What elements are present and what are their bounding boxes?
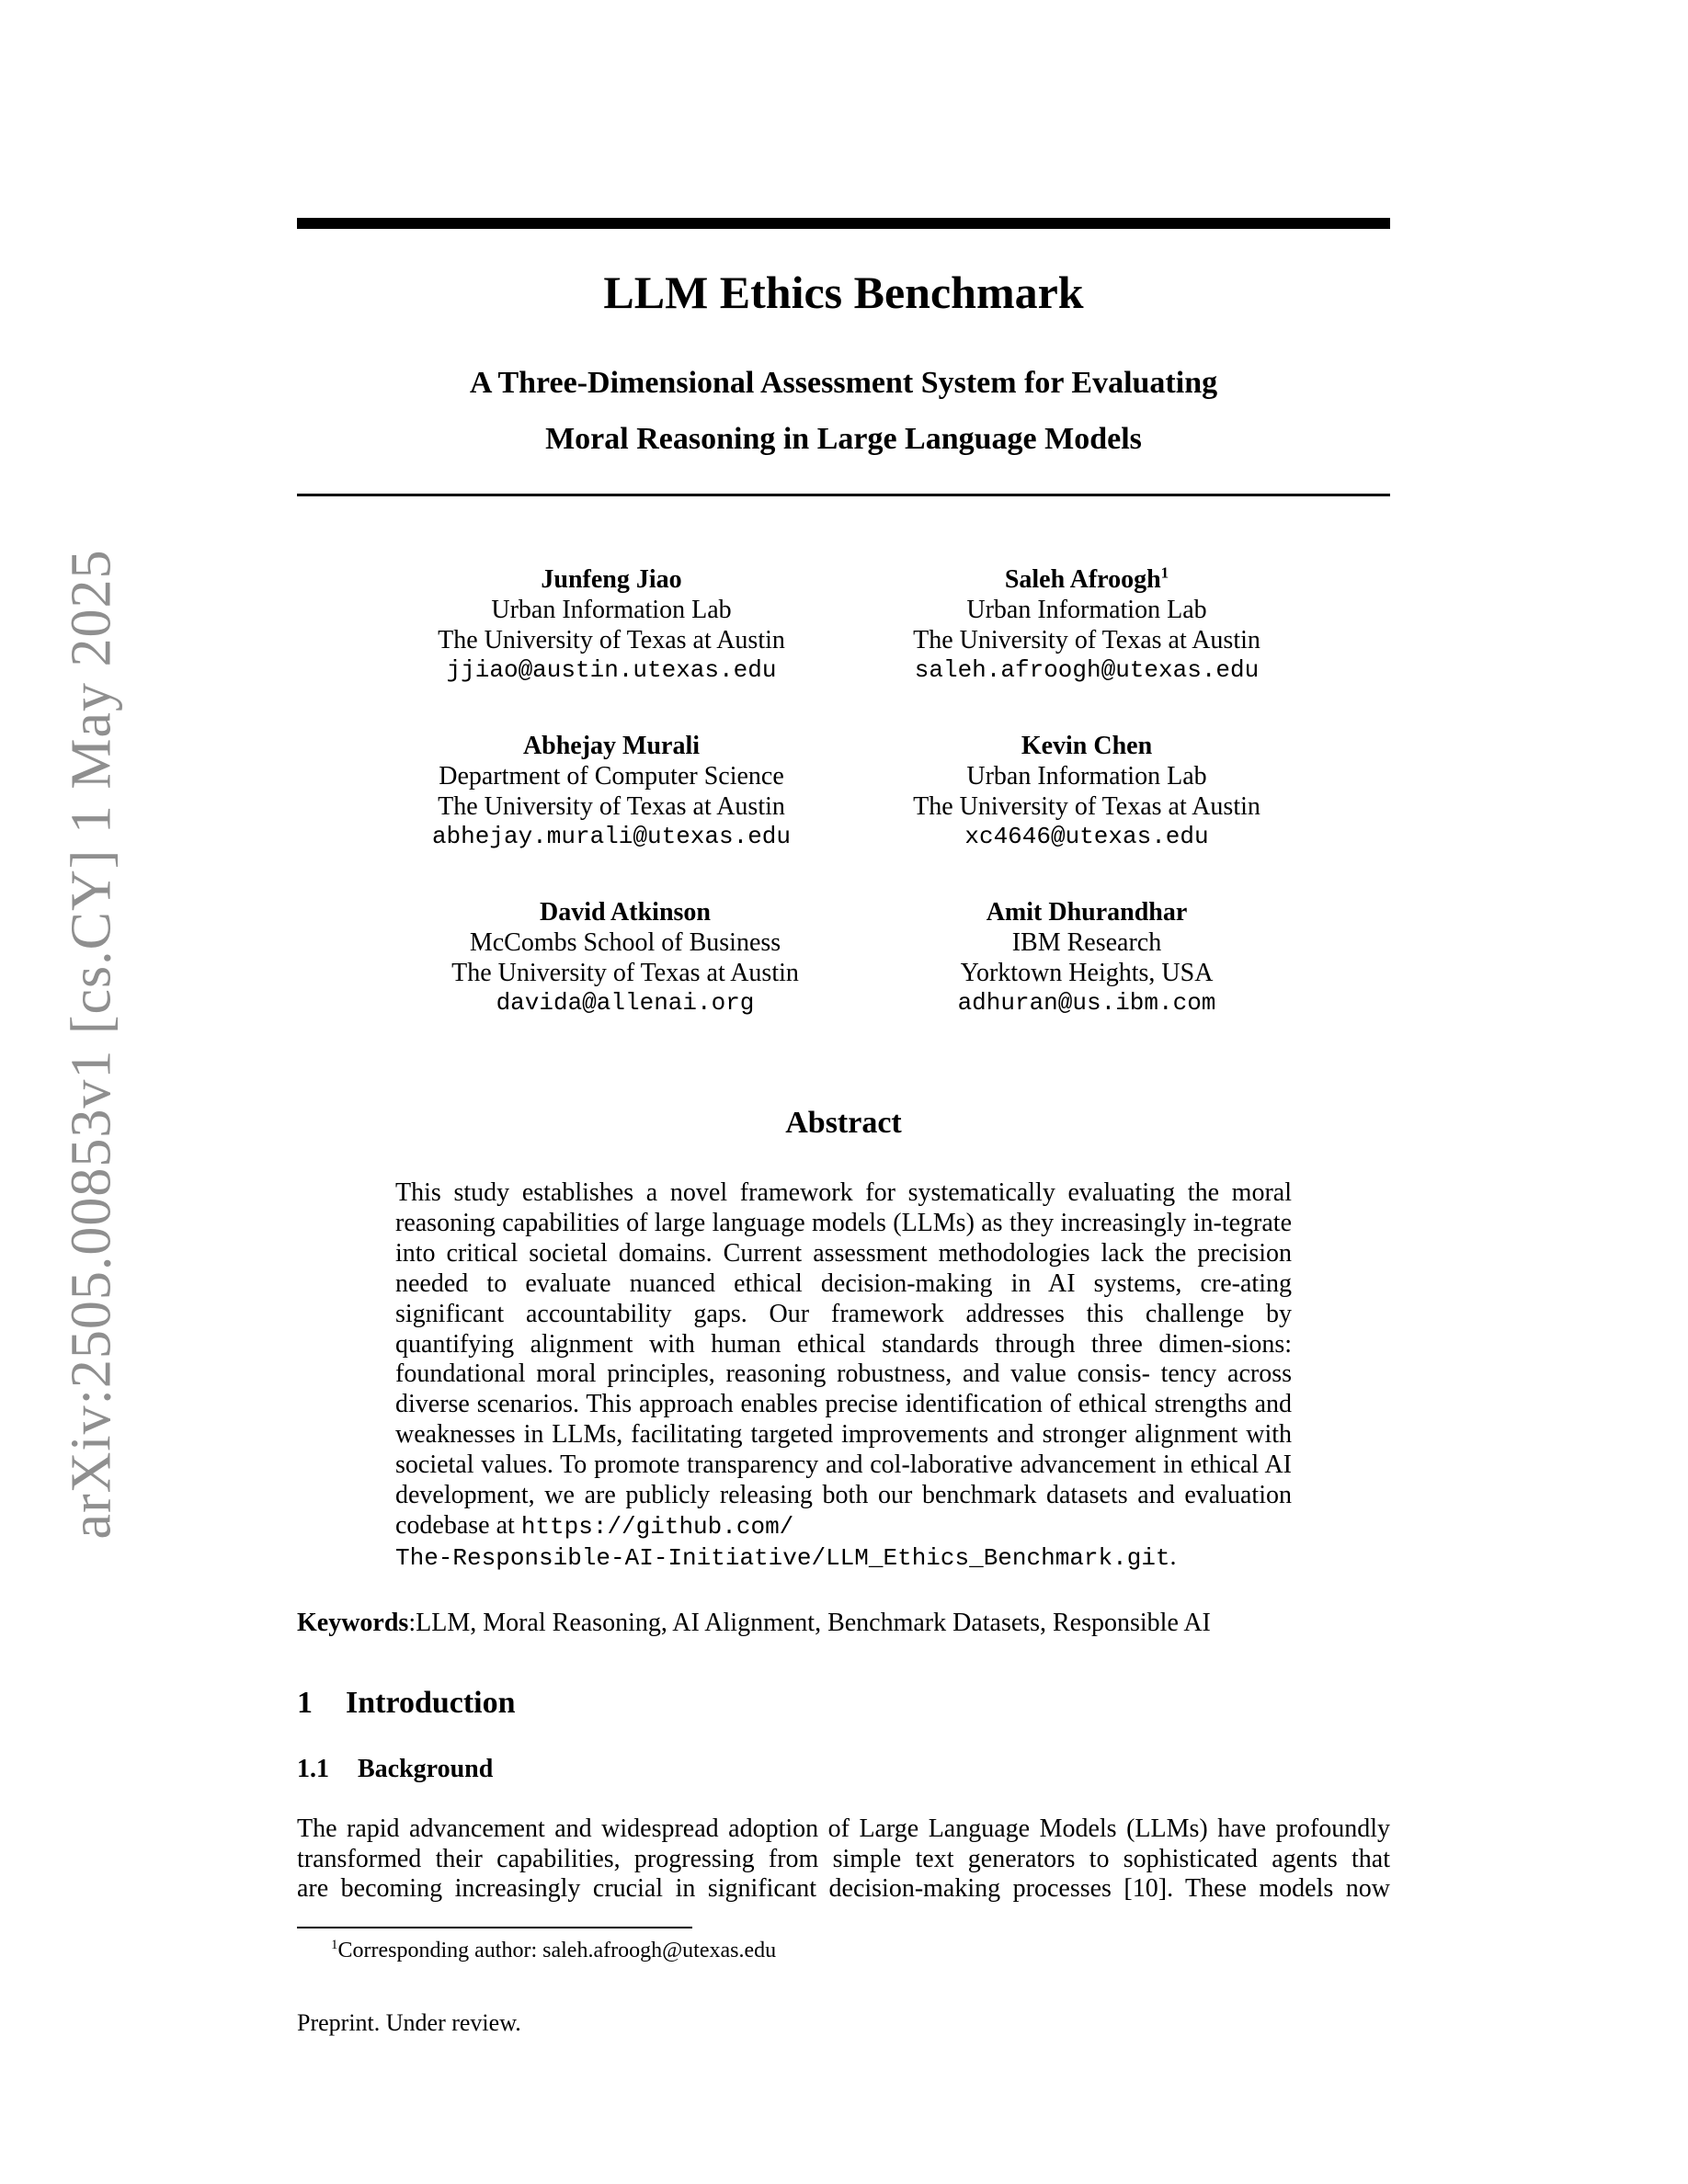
keywords xyxy=(297,1608,1390,1639)
title-top-rule xyxy=(297,218,1390,229)
body-line: transformed their capabilities, progressing from simple text generators to sophisticated agents that xyxy=(297,1844,1390,1873)
section-title: Introduction xyxy=(346,1686,516,1720)
author-name: David Atkinson xyxy=(540,898,711,927)
paper-subtitle xyxy=(297,355,1390,467)
footnote-marker: 1 xyxy=(331,1938,338,1952)
body-line: The rapid advancement and widespread adoption of Large Language Models (LLMs) have profoundly xyxy=(297,1814,1390,1843)
author-name: Kevin Chen xyxy=(1021,732,1153,760)
preprint-note: Preprint. Under review. xyxy=(297,2009,521,2036)
author-institution: The University of Texas at Austin xyxy=(913,626,1260,654)
author-block xyxy=(829,897,1344,1018)
footnote-rule xyxy=(297,1927,692,1928)
subsection-heading xyxy=(297,1754,493,1785)
subsection-title: Background xyxy=(358,1755,494,1783)
section-heading xyxy=(297,1685,516,1722)
abstract-end: . xyxy=(1169,1541,1177,1571)
body-line: are becoming increasingly crucial in significant decision-making processes [10]. These models now xyxy=(297,1874,1390,1904)
author-email: xc4646@utexas.edu xyxy=(964,823,1209,850)
footnote xyxy=(331,1931,776,1964)
repo-link[interactable]: https://github.com/ The-Responsible-AI-Initiative/LLM_Ethics_Benchmark.git xyxy=(395,1512,1170,1572)
footnote-text: Corresponding author: saleh.afroogh@utexas.edu xyxy=(337,1939,777,1962)
abstract-heading: Abstract xyxy=(785,1106,902,1140)
author-block xyxy=(354,731,869,852)
author-block xyxy=(354,564,869,686)
subsection-number: 1.1 xyxy=(297,1755,329,1783)
author-institution: The University of Texas at Austin xyxy=(451,959,799,987)
author-block xyxy=(829,731,1344,852)
author-affiliation: IBM Research xyxy=(1011,928,1162,957)
author-affiliation: Urban Information Lab xyxy=(966,762,1207,791)
abstract-text: This study establishes a novel framework for systematically evaluating the moral reasoning capabilities of large language models (LLMs) as they increasingly in-tegrate into critical societal domains. Current assessment methodologies lack the precision needed to evaluate nuanced ethical decision-making in AI systems, cre-ating significant accountability gaps. Our framework addresses this challenge by quantifying alignment with human ethical standards through three dimen-sions: foundational moral principles, reasoning robustness, and value consis- tency across diverse scenarios. This approach enables precise identification of ethical strengths and weaknesses in LLMs, facilitating targeted improvements and stronger alignment with societal values. To promote transparency and col-laborative advancement in ethical AI development, we are publicly releasing both our benchmark datasets and evaluation codebase at xyxy=(395,1178,1293,1540)
author-footnote-marker: 1 xyxy=(1160,563,1169,582)
author-affiliation: Urban Information Lab xyxy=(491,596,732,624)
subtitle-line-1: A Three-Dimensional Assessment System for Evaluating xyxy=(469,366,1218,400)
author-email: abhejay.murali@utexas.edu xyxy=(431,823,792,850)
keywords-text: :LLM, Moral Reasoning, AI Alignment, Benchmark Datasets, Responsible AI xyxy=(408,1609,1211,1637)
author-affiliation: Urban Information Lab xyxy=(966,596,1207,624)
arxiv-stamp: arXiv:2505.00853v1 [cs.CY] 1 May 2025 xyxy=(60,549,123,1540)
author-email: saleh.afroogh@utexas.edu xyxy=(914,656,1260,684)
author-institution: The University of Texas at Austin xyxy=(438,626,785,654)
subtitle-line-2: Moral Reasoning in Large Language Models xyxy=(545,422,1142,456)
abstract-body xyxy=(395,1178,1292,1574)
author-block xyxy=(368,897,883,1018)
author-affiliation: Department of Computer Science xyxy=(439,762,784,791)
author-institution: The University of Texas at Austin xyxy=(438,792,785,821)
body-paragraph xyxy=(297,1814,1390,1905)
author-email: davida@allenai.org xyxy=(496,989,755,1017)
author-institution: The University of Texas at Austin xyxy=(913,792,1260,821)
section-number: 1 xyxy=(297,1686,313,1720)
author-institution: Yorktown Heights, USA xyxy=(960,959,1214,987)
author-name-text: Saleh Afroogh xyxy=(1004,565,1161,594)
author-block xyxy=(829,564,1344,686)
author-name: Junfeng Jiao xyxy=(541,565,682,594)
author-email: jjiao@austin.utexas.edu xyxy=(446,656,777,684)
author-name xyxy=(829,564,1344,595)
author-email: adhuran@us.ibm.com xyxy=(957,989,1216,1017)
paper-title: LLM Ethics Benchmark xyxy=(603,267,1084,318)
keywords-label: Keywords xyxy=(297,1609,409,1637)
author-name: Amit Dhurandhar xyxy=(986,898,1188,927)
author-name: Abhejay Murali xyxy=(522,732,701,760)
title-bottom-rule xyxy=(297,494,1390,496)
author-affiliation: McCombs School of Business xyxy=(469,928,781,957)
